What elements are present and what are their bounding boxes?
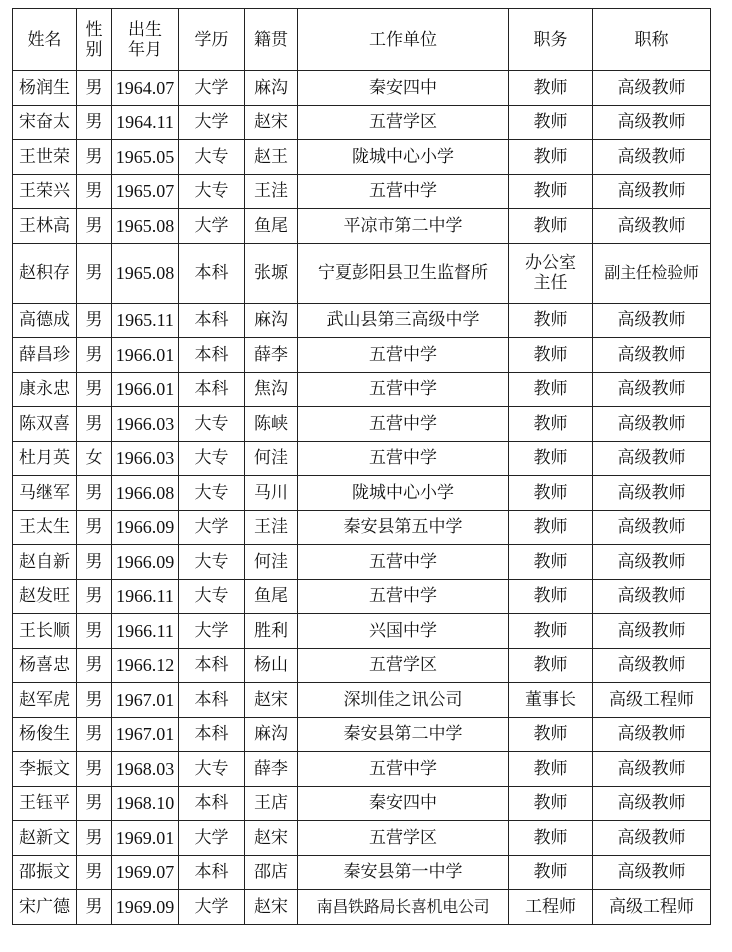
cell-workplace: 武山县第三高级中学 — [298, 303, 509, 338]
cell-gender: 男 — [77, 303, 112, 338]
cell-position: 教师 — [509, 786, 593, 821]
cell-origin: 马川 — [245, 476, 298, 511]
cell-workplace: 秦安县第一中学 — [298, 855, 509, 890]
cell-name: 马继军 — [13, 476, 77, 511]
header-birth — [112, 9, 179, 71]
cell-position: 教师 — [509, 579, 593, 614]
cell-education: 大学 — [179, 71, 245, 106]
table-row — [13, 614, 711, 649]
cell-title: 高级教师 — [593, 614, 711, 649]
cell-education: 大学 — [179, 614, 245, 649]
cell-position: 教师 — [509, 614, 593, 649]
cell-education: 大专 — [179, 579, 245, 614]
table-row — [13, 71, 711, 106]
cell-title: 高级教师 — [593, 209, 711, 244]
cell-workplace: 五营中学 — [298, 338, 509, 373]
cell-title: 高级教师 — [593, 174, 711, 209]
header-birth-line-2: 年月 — [128, 39, 162, 60]
cell-workplace: 宁夏彭阳县卫生监督所 — [298, 243, 509, 303]
cell-gender: 男 — [77, 71, 112, 106]
cell-workplace: 深圳佳之讯公司 — [298, 683, 509, 718]
header-gender — [77, 9, 112, 71]
cell-gender: 男 — [77, 243, 112, 303]
header-birth-line-1: 出生 — [128, 19, 162, 40]
table-row — [13, 209, 711, 244]
cell-name: 王钰平 — [13, 786, 77, 821]
cell-title: 高级教师 — [593, 441, 711, 476]
cell-name: 赵自新 — [13, 545, 77, 580]
staff-roster-table — [12, 8, 711, 925]
cell-title: 高级教师 — [593, 476, 711, 511]
table-row — [13, 303, 711, 338]
table-row — [13, 243, 711, 303]
cell-position: 教师 — [509, 372, 593, 407]
table-row — [13, 105, 711, 140]
cell-education: 本科 — [179, 855, 245, 890]
cell-origin: 焦沟 — [245, 372, 298, 407]
cell-education: 本科 — [179, 683, 245, 718]
cell-education: 大专 — [179, 407, 245, 442]
cell-education: 大学 — [179, 821, 245, 856]
cell-birth: 1966.03 — [112, 407, 179, 442]
cell-name: 陈双喜 — [13, 407, 77, 442]
cell-workplace: 平凉市第二中学 — [298, 209, 509, 244]
cell-title: 高级教师 — [593, 303, 711, 338]
cell-origin: 鱼尾 — [245, 579, 298, 614]
cell-origin: 张塬 — [245, 243, 298, 303]
cell-origin: 王店 — [245, 786, 298, 821]
table-row — [13, 752, 711, 787]
cell-name: 杜月英 — [13, 441, 77, 476]
cell-education: 本科 — [179, 338, 245, 373]
cell-origin: 杨山 — [245, 648, 298, 683]
table-row — [13, 855, 711, 890]
cell-origin: 赵宋 — [245, 683, 298, 718]
table-row — [13, 476, 711, 511]
cell-gender: 男 — [77, 717, 112, 752]
table-row — [13, 648, 711, 683]
cell-education: 大学 — [179, 890, 245, 925]
cell-position: 教师 — [509, 510, 593, 545]
cell-birth: 1966.01 — [112, 338, 179, 373]
cell-workplace: 秦安四中 — [298, 786, 509, 821]
cell-name: 王长顺 — [13, 614, 77, 649]
cell-gender: 男 — [77, 407, 112, 442]
table-row — [13, 683, 711, 718]
cell-education: 大专 — [179, 545, 245, 580]
cell-birth: 1965.05 — [112, 140, 179, 175]
cell-birth: 1966.03 — [112, 441, 179, 476]
cell-gender: 男 — [77, 372, 112, 407]
cell-gender: 男 — [77, 174, 112, 209]
cell-education: 本科 — [179, 303, 245, 338]
cell-title: 高级教师 — [593, 752, 711, 787]
cell-title: 高级教师 — [593, 510, 711, 545]
cell-birth: 1964.07 — [112, 71, 179, 106]
cell-education: 大专 — [179, 752, 245, 787]
cell-title: 高级教师 — [593, 140, 711, 175]
cell-position: 工程师 — [509, 890, 593, 925]
cell-name: 杨喜忠 — [13, 648, 77, 683]
cell-position: 教师 — [509, 648, 593, 683]
cell-gender: 男 — [77, 209, 112, 244]
cell-name: 宋广德 — [13, 890, 77, 925]
cell-birth: 1966.09 — [112, 510, 179, 545]
table-row — [13, 545, 711, 580]
cell-birth: 1968.10 — [112, 786, 179, 821]
cell-origin: 胜利 — [245, 614, 298, 649]
header-education: 学历 — [179, 9, 245, 71]
cell-position: 教师 — [509, 545, 593, 580]
cell-workplace: 陇城中心小学 — [298, 476, 509, 511]
cell-title: 高级工程师 — [593, 890, 711, 925]
cell-gender: 男 — [77, 579, 112, 614]
cell-workplace: 五营中学 — [298, 407, 509, 442]
cell-birth: 1969.07 — [112, 855, 179, 890]
cell-education: 本科 — [179, 717, 245, 752]
cell-title: 高级教师 — [593, 648, 711, 683]
cell-birth: 1964.11 — [112, 105, 179, 140]
cell-gender: 男 — [77, 476, 112, 511]
cell-origin: 赵王 — [245, 140, 298, 175]
cell-name: 高德成 — [13, 303, 77, 338]
cell-position: 教师 — [509, 441, 593, 476]
cell-title: 高级教师 — [593, 407, 711, 442]
cell-education: 大专 — [179, 441, 245, 476]
table-row — [13, 338, 711, 373]
table-row — [13, 890, 711, 925]
cell-education: 本科 — [179, 243, 245, 303]
cell-origin: 薛李 — [245, 338, 298, 373]
cell-birth: 1965.07 — [112, 174, 179, 209]
cell-name: 王太生 — [13, 510, 77, 545]
cell-gender: 男 — [77, 786, 112, 821]
cell-origin: 赵宋 — [245, 890, 298, 925]
cell-workplace: 兴国中学 — [298, 614, 509, 649]
cell-workplace: 秦安县第二中学 — [298, 717, 509, 752]
cell-workplace: 五营中学 — [298, 579, 509, 614]
cell-workplace: 南昌铁路局长喜机电公司 — [298, 890, 509, 925]
cell-gender: 男 — [77, 105, 112, 140]
cell-workplace: 五营中学 — [298, 545, 509, 580]
cell-education: 本科 — [179, 648, 245, 683]
cell-birth: 1969.09 — [112, 890, 179, 925]
cell-education: 本科 — [179, 786, 245, 821]
cell-name: 杨俊生 — [13, 717, 77, 752]
table-row — [13, 140, 711, 175]
cell-workplace: 秦安四中 — [298, 71, 509, 106]
cell-origin: 赵宋 — [245, 105, 298, 140]
table-row — [13, 786, 711, 821]
cell-position: 教师 — [509, 338, 593, 373]
cell-position: 教师 — [509, 476, 593, 511]
table-row — [13, 407, 711, 442]
cell-position: 教师 — [509, 717, 593, 752]
cell-gender: 男 — [77, 510, 112, 545]
header-name: 姓名 — [13, 9, 77, 71]
cell-birth: 1966.12 — [112, 648, 179, 683]
cell-position: 教师 — [509, 140, 593, 175]
cell-education: 大学 — [179, 209, 245, 244]
cell-origin: 王洼 — [245, 174, 298, 209]
cell-birth: 1967.01 — [112, 717, 179, 752]
cell-gender: 男 — [77, 683, 112, 718]
cell-origin: 何洼 — [245, 441, 298, 476]
cell-gender: 男 — [77, 545, 112, 580]
cell-gender: 男 — [77, 855, 112, 890]
cell-name: 宋奋太 — [13, 105, 77, 140]
cell-workplace: 五营中学 — [298, 372, 509, 407]
cell-origin: 陈峡 — [245, 407, 298, 442]
cell-origin: 麻沟 — [245, 71, 298, 106]
cell-title: 高级教师 — [593, 579, 711, 614]
cell-gender: 男 — [77, 890, 112, 925]
cell-origin: 赵宋 — [245, 821, 298, 856]
cell-name: 王世荣 — [13, 140, 77, 175]
header-origin: 籍贯 — [245, 9, 298, 71]
cell-position: 董事长 — [509, 683, 593, 718]
cell-education: 大专 — [179, 140, 245, 175]
cell-title: 高级教师 — [593, 717, 711, 752]
cell-workplace: 五营中学 — [298, 441, 509, 476]
cell-origin: 邵店 — [245, 855, 298, 890]
cell-name: 李振文 — [13, 752, 77, 787]
header-workplace: 工作单位 — [298, 9, 509, 71]
cell-workplace: 五营学区 — [298, 105, 509, 140]
cell-position-line-2: 主任 — [533, 273, 568, 293]
cell-name: 赵积存 — [13, 243, 77, 303]
cell-education: 大专 — [179, 174, 245, 209]
cell-position: 教师 — [509, 174, 593, 209]
table-header-row — [13, 9, 711, 71]
cell-name: 赵军虎 — [13, 683, 77, 718]
cell-workplace: 陇城中心小学 — [298, 140, 509, 175]
cell-name: 王荣兴 — [13, 174, 77, 209]
cell-name: 杨润生 — [13, 71, 77, 106]
cell-name: 薛昌珍 — [13, 338, 77, 373]
cell-origin: 麻沟 — [245, 303, 298, 338]
cell-birth: 1969.01 — [112, 821, 179, 856]
table-row — [13, 372, 711, 407]
cell-workplace: 秦安县第五中学 — [298, 510, 509, 545]
cell-workplace: 五营中学 — [298, 752, 509, 787]
cell-position: 教师 — [509, 105, 593, 140]
cell-education: 大学 — [179, 510, 245, 545]
cell-education: 大专 — [179, 476, 245, 511]
table-row — [13, 510, 711, 545]
cell-birth: 1965.11 — [112, 303, 179, 338]
cell-birth: 1968.03 — [112, 752, 179, 787]
cell-birth: 1966.01 — [112, 372, 179, 407]
cell-gender: 男 — [77, 614, 112, 649]
cell-origin: 麻沟 — [245, 717, 298, 752]
cell-position — [509, 243, 593, 303]
cell-birth: 1966.08 — [112, 476, 179, 511]
cell-origin: 何洼 — [245, 545, 298, 580]
cell-education: 大学 — [179, 105, 245, 140]
cell-gender: 男 — [77, 752, 112, 787]
cell-position: 教师 — [509, 407, 593, 442]
cell-origin: 鱼尾 — [245, 209, 298, 244]
cell-position: 教师 — [509, 71, 593, 106]
cell-birth: 1967.01 — [112, 683, 179, 718]
cell-gender: 女 — [77, 441, 112, 476]
cell-name: 王林高 — [13, 209, 77, 244]
cell-workplace: 五营学区 — [298, 648, 509, 683]
cell-birth: 1965.08 — [112, 243, 179, 303]
cell-gender: 男 — [77, 338, 112, 373]
header-gender-line-1: 性 — [85, 19, 103, 40]
cell-birth: 1965.08 — [112, 209, 179, 244]
cell-title: 副主任检验师 — [593, 243, 711, 303]
cell-title: 高级教师 — [593, 786, 711, 821]
table-row — [13, 821, 711, 856]
cell-position: 教师 — [509, 855, 593, 890]
cell-origin: 薛李 — [245, 752, 298, 787]
cell-name: 康永忠 — [13, 372, 77, 407]
table-row — [13, 441, 711, 476]
cell-workplace: 五营学区 — [298, 821, 509, 856]
cell-name: 赵新文 — [13, 821, 77, 856]
cell-title: 高级教师 — [593, 372, 711, 407]
cell-gender: 男 — [77, 821, 112, 856]
table-row — [13, 174, 711, 209]
cell-name: 邵振文 — [13, 855, 77, 890]
cell-position-line-1: 办公室 — [525, 253, 576, 273]
cell-position: 教师 — [509, 752, 593, 787]
cell-title: 高级教师 — [593, 105, 711, 140]
cell-birth: 1966.09 — [112, 545, 179, 580]
header-title: 职称 — [593, 9, 711, 71]
cell-birth: 1966.11 — [112, 614, 179, 649]
cell-position: 教师 — [509, 303, 593, 338]
header-position: 职务 — [509, 9, 593, 71]
table-row — [13, 717, 711, 752]
cell-title: 高级教师 — [593, 545, 711, 580]
cell-origin: 王洼 — [245, 510, 298, 545]
cell-name: 赵发旺 — [13, 579, 77, 614]
cell-title: 高级教师 — [593, 338, 711, 373]
cell-gender: 男 — [77, 648, 112, 683]
cell-title: 高级教师 — [593, 855, 711, 890]
cell-gender: 男 — [77, 140, 112, 175]
cell-title: 高级工程师 — [593, 683, 711, 718]
cell-position: 教师 — [509, 209, 593, 244]
cell-title: 高级教师 — [593, 71, 711, 106]
cell-education: 本科 — [179, 372, 245, 407]
cell-workplace: 五营中学 — [298, 174, 509, 209]
header-gender-line-2: 别 — [85, 39, 103, 60]
cell-title: 高级教师 — [593, 821, 711, 856]
table-row — [13, 579, 711, 614]
cell-birth: 1966.11 — [112, 579, 179, 614]
cell-position: 教师 — [509, 821, 593, 856]
